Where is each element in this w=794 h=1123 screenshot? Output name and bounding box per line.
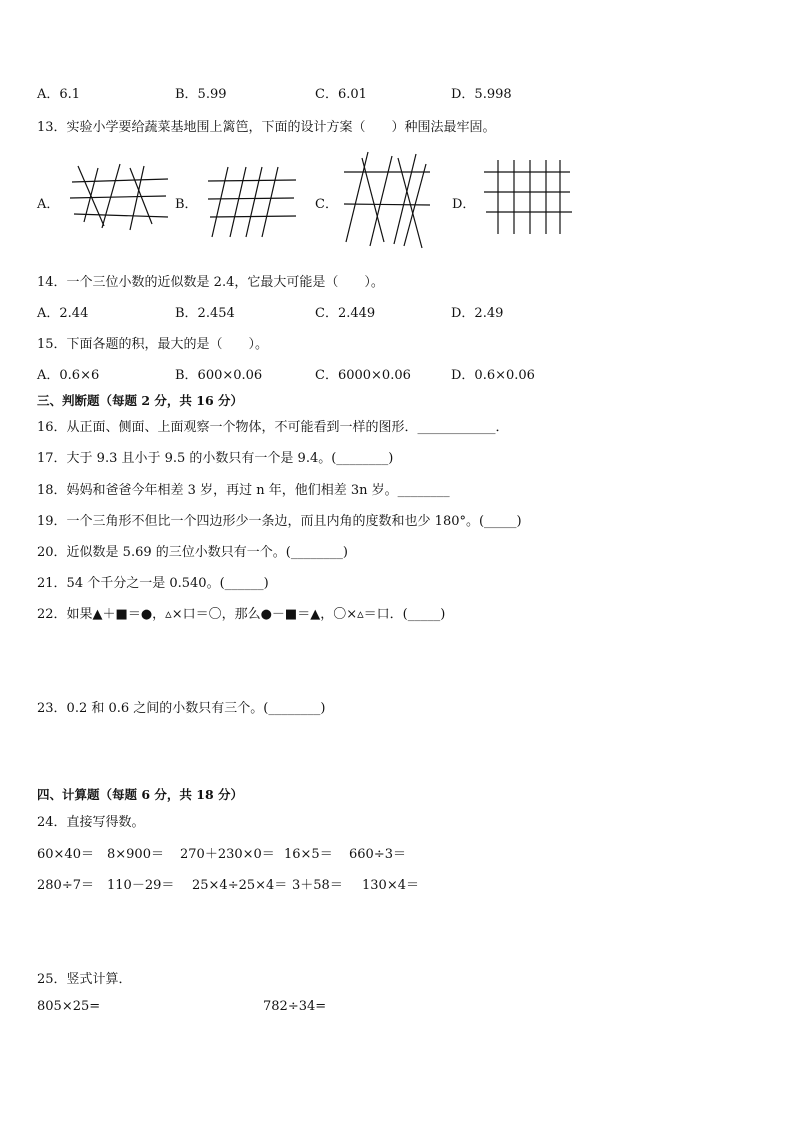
calc-item: 16×5＝ <box>284 847 333 862</box>
q13-label-a: A． <box>37 197 60 212</box>
fence-figure-d <box>482 158 574 238</box>
q12-option-b: B．5.99 <box>175 87 227 102</box>
q15-question: 15．下面各题的积，最大的是（ ）。 <box>37 337 269 352</box>
calc-item: 8×900＝ <box>107 847 164 862</box>
fence-figure-a <box>68 160 173 235</box>
q25-item-1: 805×25= <box>37 999 101 1014</box>
calc-item: 3＋58＝ <box>292 878 343 893</box>
q14-option-b: B．2.454 <box>175 306 235 321</box>
q20-statement: 20．近似数是 5.69 的三位小数只有一个。(________) <box>37 545 348 560</box>
q21-statement: 21．54 个千分之一是 0.540。(______) <box>37 576 269 591</box>
q16-statement: 16．从正面、侧面、上面观察一个物体，不可能看到一样的图形．____________． <box>37 420 509 435</box>
q12-option-c: C．6.01 <box>315 87 367 102</box>
q18-statement: 18．妈妈和爸爸今年相差 3 岁，再过 n 年，他们相差 3n 岁。________ <box>37 483 450 498</box>
q24-row-2 <box>37 874 457 892</box>
calc-item: 25×4÷25×4＝ <box>192 878 288 893</box>
q19-statement: 19．一个三角形不但比一个四边形少一条边，而且内角的度数和也少 180°。(_____) <box>37 514 522 529</box>
calc-item: 660÷3＝ <box>349 847 406 862</box>
q12-option-a: A．6.1 <box>37 87 81 102</box>
q13-question: 13．实验小学要给蔬菜基地围上篱笆，下面的设计方案（ ）种围法最牢固。 <box>37 120 496 135</box>
q14-option-d: D．2.49 <box>451 306 504 321</box>
q22-statement: 22．如果▲＋■＝●，▵×口＝〇，那么●－■＝▲，〇×▵＝口．(_____) <box>37 607 446 622</box>
q14-option-c: C．2.449 <box>315 306 376 321</box>
q15-option-c: C．6000×0.06 <box>315 368 411 383</box>
q25-item-2: 782÷34= <box>263 999 327 1014</box>
fence-figure-c <box>342 150 434 250</box>
calc-item: 60×40＝ <box>37 847 94 862</box>
q17-statement: 17．大于 9.3 且小于 9.5 的小数只有一个是 9.4。(________) <box>37 451 394 466</box>
q15-option-a: A．0.6×6 <box>37 368 100 383</box>
calc-item: 270＋230×0＝ <box>180 847 275 862</box>
q15-option-b: B．600×0.06 <box>175 368 263 383</box>
q14-options <box>37 302 597 320</box>
q24-row-1 <box>37 843 457 861</box>
section3-title: 三、判断题（每题 2 分，共 16 分） <box>37 393 244 408</box>
q12-options <box>37 83 597 101</box>
q13-label-d: D． <box>452 197 476 212</box>
q13-label-b: B． <box>175 197 198 212</box>
q15-options <box>37 364 597 382</box>
calc-item: 130×4＝ <box>362 878 419 893</box>
calc-item: 110－29＝ <box>107 878 175 893</box>
fence-figure-b <box>206 165 298 240</box>
calc-item: 280÷7＝ <box>37 878 94 893</box>
q25-question: 25．竖式计算． <box>37 972 132 987</box>
q23-statement: 23．0.2 和 0.6 之间的小数只有三个。(________) <box>37 701 326 716</box>
q13-label-c: C． <box>315 197 338 212</box>
q14-question: 14．一个三位小数的近似数是 2.4，它最大可能是（ ）。 <box>37 275 384 290</box>
q12-option-d: D．5.998 <box>451 87 512 102</box>
section4-title: 四、计算题（每题 6 分，共 18 分） <box>37 787 244 802</box>
q14-option-a: A．2.44 <box>37 306 89 321</box>
q15-option-d: D．0.6×0.06 <box>451 368 535 383</box>
q24-question: 24．直接写得数。 <box>37 815 145 830</box>
